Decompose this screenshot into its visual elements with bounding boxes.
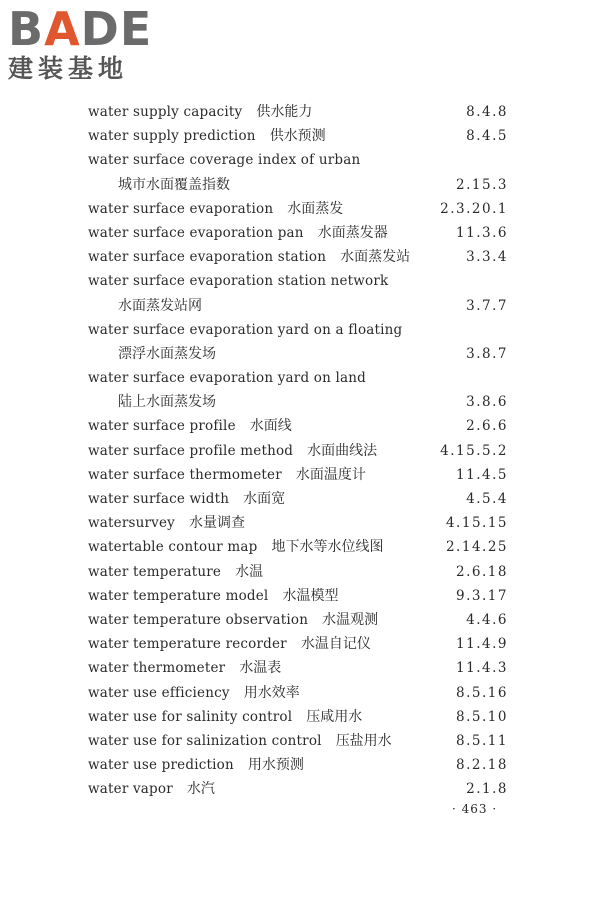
entry-section-reference: 11.4.9 xyxy=(456,636,508,653)
entry-chinese-term: 漂浮水面蒸发场 xyxy=(118,345,216,362)
logo-subtitle: 建装基地 xyxy=(8,54,129,83)
entry-english-term: water use for salinization control xyxy=(88,732,322,749)
entry-english-term: water supply capacity xyxy=(88,104,243,120)
entry-section-reference: 3.8.6 xyxy=(466,394,508,411)
entry-section-reference: 4.4.6 xyxy=(466,611,508,628)
index-entry xyxy=(88,753,508,777)
entry-english-term: watersurvey xyxy=(88,515,175,532)
index-entry xyxy=(88,124,508,148)
entry-section-reference: 3.8.7 xyxy=(466,345,508,362)
entry-english-term: water supply prediction xyxy=(88,128,256,145)
entry-english-term: water surface evaporation pan xyxy=(88,224,304,241)
entry-english-term: water temperature xyxy=(88,563,222,580)
entry-section-reference: 3.3.4 xyxy=(466,249,508,266)
entry-chinese-term: 水温模型 xyxy=(282,587,339,604)
logo-wordmark: BADE xyxy=(8,2,153,56)
index-entry xyxy=(88,560,508,584)
entry-section-reference: 8.5.10 xyxy=(456,708,508,725)
entry-chinese-term: 水面宽 xyxy=(243,491,286,507)
entry-chinese-term: 压咸用水 xyxy=(306,708,363,725)
entry-section-reference: 2.6.18 xyxy=(456,563,508,580)
page-number: · 463 · xyxy=(452,802,498,816)
index-entry xyxy=(88,294,508,318)
entry-section-reference: 11.4.3 xyxy=(456,660,508,677)
index-entry xyxy=(88,100,508,124)
entry-section-reference: 8.5.16 xyxy=(456,684,508,701)
entry-chinese-term: 水面温度计 xyxy=(295,466,366,483)
entry-chinese-term: 水温表 xyxy=(239,660,282,677)
glossary-index-list xyxy=(88,100,508,801)
entry-english-term: water thermometer xyxy=(88,660,226,677)
entry-section-reference: 3.7.7 xyxy=(466,297,508,314)
index-entry xyxy=(88,487,508,511)
entry-chinese-term: 陆上水面蒸发场 xyxy=(118,394,216,411)
entry-section-reference: 8.5.11 xyxy=(456,732,508,749)
index-entry xyxy=(88,269,508,293)
entry-chinese-term: 水温自记仪 xyxy=(300,636,371,653)
index-entry xyxy=(88,463,508,487)
entry-section-reference: 8.4.5 xyxy=(466,128,508,145)
entry-chinese-term: 水汽 xyxy=(186,781,215,798)
entry-section-reference: 4.15.15 xyxy=(445,515,508,532)
index-entry xyxy=(88,173,508,197)
bade-logo xyxy=(8,2,178,98)
index-entry xyxy=(88,632,508,656)
entry-chinese-term: 水面线 xyxy=(249,418,292,435)
entry-section-reference: 4.5.4 xyxy=(466,491,508,507)
entry-english-term: water surface profile xyxy=(88,418,236,435)
index-entry xyxy=(88,318,508,342)
entry-chinese-term: 水面蒸发器 xyxy=(317,224,388,241)
index-entry xyxy=(88,535,508,559)
index-entry xyxy=(88,439,508,463)
entry-english-term: water temperature observation xyxy=(88,611,309,628)
entry-english-term: water temperature recorder xyxy=(88,636,287,653)
entry-chinese-term: 水面蒸发 xyxy=(287,200,344,217)
index-entry xyxy=(88,681,508,705)
entry-chinese-term: 水面蒸发站 xyxy=(340,249,411,266)
entry-english-term: watertable contour map xyxy=(88,539,258,556)
entry-chinese-term: 水面曲线法 xyxy=(307,442,378,459)
index-entry xyxy=(88,656,508,680)
entry-chinese-term: 供水预测 xyxy=(269,128,326,145)
index-entry xyxy=(88,705,508,729)
index-entry xyxy=(88,245,508,269)
entry-section-reference: 2.6.6 xyxy=(466,418,508,435)
entry-section-reference: 2.15.3 xyxy=(456,176,508,193)
index-entry xyxy=(88,608,508,632)
index-entry xyxy=(88,221,508,245)
entry-section-reference: 2.1.8 xyxy=(466,781,508,798)
index-entry xyxy=(88,777,508,801)
entry-english-term: water surface profile method xyxy=(88,442,294,459)
logo-accent-letter: A xyxy=(44,2,81,56)
entry-english-term: water use for salinity control xyxy=(88,708,293,725)
entry-english-term: water use prediction xyxy=(88,757,234,774)
entry-english-term: water surface evaporation yard on a floating xyxy=(88,321,403,338)
entry-english-term: water surface evaporation station xyxy=(88,249,327,266)
entry-section-reference: 11.3.6 xyxy=(456,224,508,241)
index-entry xyxy=(88,366,508,390)
entry-chinese-term: 地下水等水位线图 xyxy=(271,539,384,556)
entry-chinese-term: 用水效率 xyxy=(243,684,300,701)
entry-section-reference: 8.4.8 xyxy=(466,104,508,120)
index-entry xyxy=(88,148,508,172)
entry-chinese-term: 供水能力 xyxy=(256,104,313,120)
index-entry xyxy=(88,342,508,366)
entry-english-term: water vapor xyxy=(88,781,173,798)
entry-english-term: water surface thermometer xyxy=(88,466,282,483)
entry-english-term: water use efficiency xyxy=(88,684,230,701)
entry-english-term: water surface coverage index of urban xyxy=(88,152,361,169)
entry-chinese-term: 水温 xyxy=(235,563,264,580)
index-entry xyxy=(88,584,508,608)
entry-section-reference: 2.14.25 xyxy=(445,539,508,556)
entry-chinese-term: 用水预测 xyxy=(247,757,304,774)
index-entry xyxy=(88,390,508,414)
entry-section-reference: 4.15.5.2 xyxy=(440,442,508,459)
entry-chinese-term: 水量调查 xyxy=(189,515,245,532)
entry-english-term: water surface evaporation yard on land xyxy=(88,370,366,387)
entry-section-reference: 2.3.20.1 xyxy=(440,200,508,217)
index-entry xyxy=(88,729,508,753)
entry-chinese-term: 压盐用水 xyxy=(335,732,392,749)
entry-english-term: water surface evaporation xyxy=(88,200,274,217)
entry-english-term: water temperature model xyxy=(88,587,269,604)
entry-english-term: water surface evaporation station network xyxy=(88,273,389,290)
entry-chinese-term: 水面蒸发站网 xyxy=(118,297,202,314)
entry-section-reference: 9.3.17 xyxy=(456,587,508,604)
entry-english-term: water surface width xyxy=(88,491,230,507)
entry-section-reference: 8.2.18 xyxy=(456,757,508,774)
entry-section-reference: 11.4.5 xyxy=(456,466,508,483)
index-entry xyxy=(88,414,508,438)
entry-chinese-term: 水温观测 xyxy=(322,611,379,628)
index-entry xyxy=(88,197,508,221)
index-entry xyxy=(88,511,508,535)
entry-chinese-term: 城市水面覆盖指数 xyxy=(118,176,230,193)
